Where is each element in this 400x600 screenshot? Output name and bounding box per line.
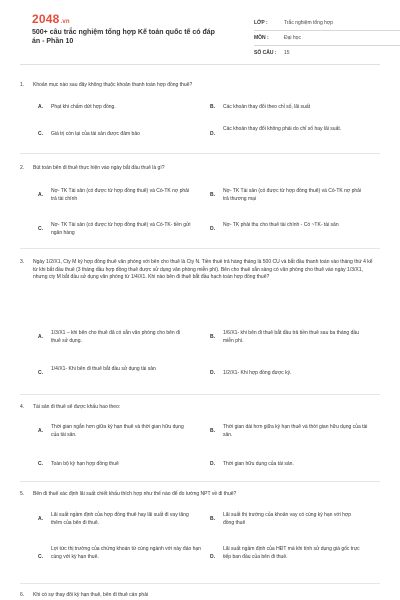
option-text: Thời gian hữu dụng của tài sản. — [223, 461, 294, 467]
option-text: Thời gian ngắn hơn giữa kỳ hạn thuê và thời gian hữu dụng của tài sản. — [51, 424, 184, 438]
option-text: Lãi suất ngầm định của hợp đồng thuê hay lãi suất đi vay tăng thêm của bên đi thuê. — [51, 512, 189, 526]
meta-row-subject — [254, 31, 400, 46]
option-text: Nợ- TK Tài sản (có được từ hợp đồng thuê) và Có-TK- tiền gửi ngân hàng — [51, 222, 191, 236]
question-divider — [20, 583, 380, 584]
option-text: Phạt khi chấm dứt hợp đồng. — [51, 104, 116, 110]
option-text: 1/2/X1- Khi hợp đồng được ký. — [223, 370, 292, 376]
meta-value: Trắc nghiệm tổng hợp — [284, 20, 333, 26]
question-number: 1. — [20, 82, 25, 88]
question-number: 4. — [20, 404, 25, 410]
option-letter: C. — [38, 131, 43, 137]
option-letter: B. — [210, 192, 215, 198]
option-text: Toàn bộ kỳ hạn hợp đồng thuê — [51, 461, 119, 467]
option-letter: A. — [38, 334, 43, 340]
header-divider — [20, 64, 380, 65]
question-number: 6. — [20, 592, 25, 598]
option-letter: A. — [38, 192, 43, 198]
question-number: 5. — [20, 491, 25, 497]
question-text: Tài sản đi thuê sẽ được khấu hao theo: — [33, 404, 121, 410]
option-text: Nợ- TK Tài sản (có được từ hợp đồng thuê) và Có-TK nợ phải trả tài chính — [51, 188, 190, 202]
option-text: Các khoản thay đổi không phải do chỉ số hay lãi suất. — [223, 126, 342, 132]
meta-value: Đại học — [284, 35, 301, 41]
question-text: Bên đi thuê xác định lãi suất chiết khấu thích hợp như thế nào để đo lường NPT về đi thuê? — [33, 491, 237, 497]
meta-table — [254, 16, 400, 60]
site-logo[interactable]: 2048.vn — [32, 12, 70, 26]
question-text: Khoản mục nào sau đây không thuộc khoản thanh toán hợp đồng thuê? — [33, 82, 193, 88]
option-letter: C. — [38, 370, 43, 376]
question-text: Bút toán bên đi thuê thực hiện vào ngày bắt đầu thuê là gì? — [33, 165, 165, 171]
option-letter: B. — [210, 428, 215, 434]
option-letter: A. — [38, 104, 43, 110]
option-text: Lãi suất ngầm định của HĐT mà khi tính sử dụng giá gốc trực tiếp ban đầu của bên đi thuê. — [223, 546, 360, 560]
question-divider — [20, 153, 380, 154]
option-letter: D. — [210, 226, 215, 232]
option-text: Các khoản thay đổi theo chỉ số, lãi suất — [223, 104, 310, 110]
meta-label: LỚP : — [254, 20, 268, 26]
meta-label: SỐ CÂU : — [254, 50, 277, 56]
option-text: Giá trị còn lại của tài sản được đảm bảo — [51, 131, 140, 137]
option-letter: C. — [38, 554, 43, 560]
option-text: 1/3/X1 – khi bên cho thuê đã có sẵn văn phòng cho bên đi thuê sử dụng. — [51, 330, 180, 344]
option-text: 1/4/X1- Khi bên đi thuê bắt đầu sử dụng tài sản — [51, 366, 156, 372]
option-letter: D. — [210, 461, 215, 467]
option-text: Lãi suất thị trường của khoản vay có cùng kỳ hạn với hợp đồng thuê — [223, 512, 351, 526]
question-divider — [20, 481, 380, 482]
option-letter: B. — [210, 104, 215, 110]
meta-row-count — [254, 46, 400, 60]
option-text: Thời gian dài hơn giữa kỳ hạn thuê và thời gian hữu dụng của tài sản. — [223, 424, 368, 438]
question-divider — [20, 248, 380, 249]
meta-value: 15 — [284, 50, 290, 56]
meta-label: MÔN : — [254, 35, 269, 41]
option-letter: A. — [38, 516, 43, 522]
question-number: 2. — [20, 165, 25, 171]
option-text: Lợi tức thị trường của chứng khoán từ cùng ngành với này đáo hạn cùng với kỳ hạn thuê. — [51, 546, 201, 560]
question-divider — [20, 394, 380, 395]
option-letter: D. — [210, 131, 215, 137]
question-text: Ngày 1/2/X1, Cty M ký hợp đồng thuê văn phòng với bên cho thuê là Cty N. Tiền thuê trả hàng tháng là 500 CU và bắt đầu thanh toán vào tháng thứ 4 kể từ khi bắt đầu thuê (3 tháng đầu hợp đồng thuê được sử dụng văn phòng miễn phí). Bên cho thuê sẵn sàng có văn phòng cho thuê vào ngày 1/3/X1, nhưng cty M bắt đầu sử dụng văn phòng từ 1/4/X1. Khi nào bên đi thuê bắt đầu hạch toán hợp đồng thuê? — [33, 259, 373, 280]
option-letter: D. — [210, 554, 215, 560]
option-text: Nợ- TK Tài sản (có được từ hợp đồng thuê) và Có-TK nợ phải trả thương mại — [223, 188, 362, 202]
question-6 — [20, 592, 385, 600]
option-letter: B. — [210, 516, 215, 522]
option-text: 1/6/X1- khi bên đi thuê bắt đầu trả tiền thuê sau ba tháng đầu miễn phí. — [223, 330, 359, 344]
option-letter: B. — [210, 334, 215, 340]
option-letter: C. — [38, 461, 43, 467]
option-text: Nợ- TK phải thu cho thuê tài chính - Có ~TK- tài sản — [223, 222, 339, 228]
option-letter: C. — [38, 226, 43, 232]
meta-row-class — [254, 16, 400, 31]
option-letter: D. — [210, 370, 215, 376]
page-header — [32, 10, 380, 58]
page-title: 500+ câu trắc nghiệm tổng hợp Kế toán quốc tế có đáp án - Phần 10 — [32, 29, 215, 45]
question-number: 3. — [20, 259, 25, 265]
option-letter: A. — [38, 428, 43, 434]
question-text: Khi có sự thay đổi kỳ hạn thuê, bên đi thuê cần phải — [33, 592, 149, 598]
